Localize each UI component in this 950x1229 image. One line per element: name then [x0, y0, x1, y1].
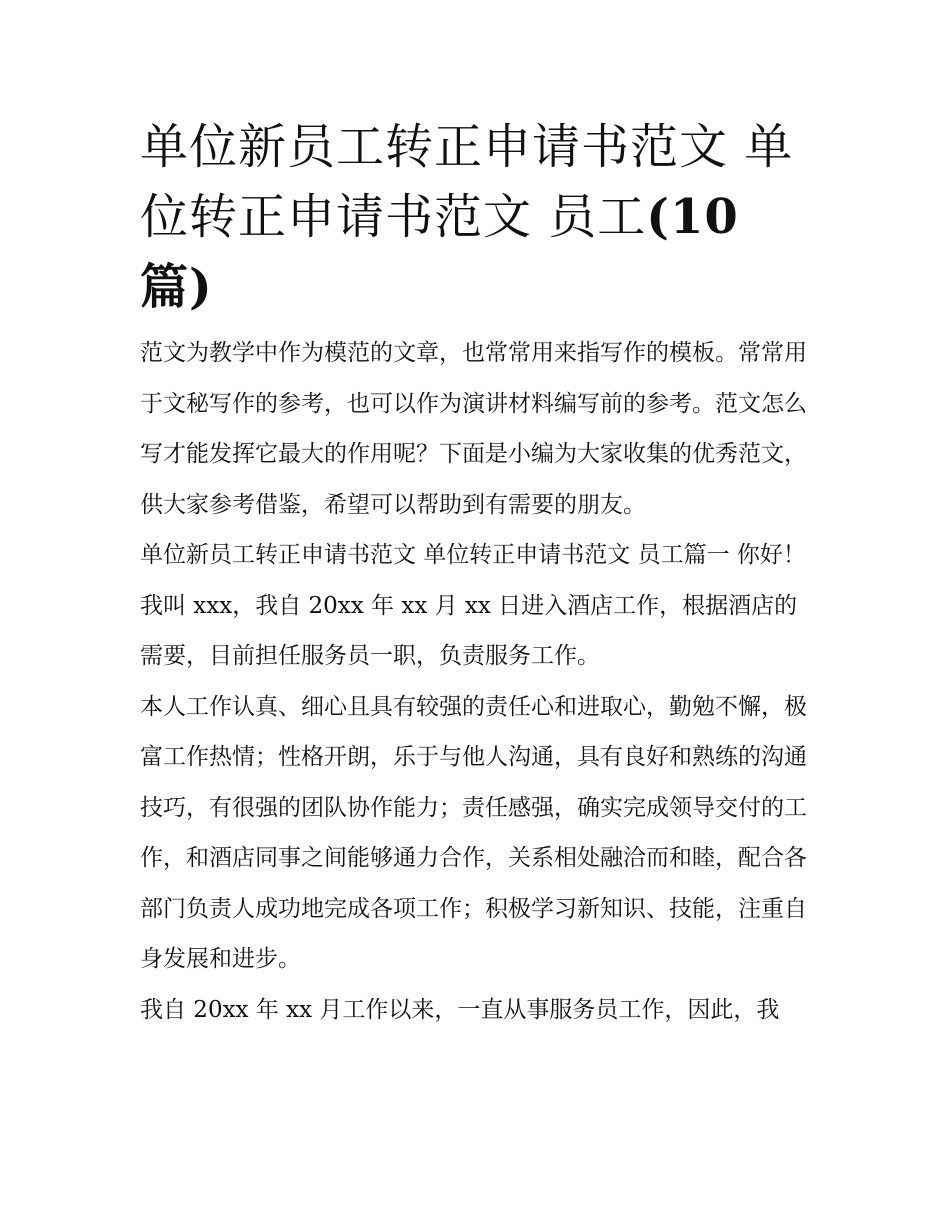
title-text: 单位新员工转正申请书范文 单位转正申请书范文 员工 — [140, 119, 794, 245]
document-body — [140, 112, 815, 1035]
document-title — [140, 112, 815, 322]
title-count: (10 篇) — [140, 189, 739, 315]
paragraph-work-history: 我自 20xx 年 xx 月工作以来，一直从事服务员工作，因此，我 — [140, 996, 780, 1023]
paragraph-self-intro: 我叫 xxx，我自 20xx 年 xx 月 xx 日进入酒店工作，根据酒店的需要，目前担任服务员一职，负责服务工作。 — [140, 592, 798, 669]
paragraph-heading-1: 单位新员工转正申请书范文 单位转正申请书范文 员工篇一 你好！ — [140, 542, 806, 568]
paragraph-qualities: 本人工作认真、细心且具有较强的责任心和进取心，勤勉不懈，极富工作热情；性格开朗，乐于与他人沟通，具有良好和熟练的沟通技巧，有很强的团队协作能力；责任感强，确实完成领导交付的工作，和酒店同事之间能够通力合作，关系相处融洽而和睦，配合各部门负责人成功地完成各项工作；积极学习新知识、技能，注重自身发展和进步。 — [140, 693, 807, 972]
paragraph-intro: 范文为教学中作为模范的文章，也常常用来指写作的模板。常常用于文秘写作的参考，也可以作为演讲材料编写前的参考。范文怎么写才能发挥它最大的作用呢？下面是小编为大家收集的优秀范文，供大家参考借鉴，希望可以帮助到有需要的朋友。 — [140, 340, 807, 518]
